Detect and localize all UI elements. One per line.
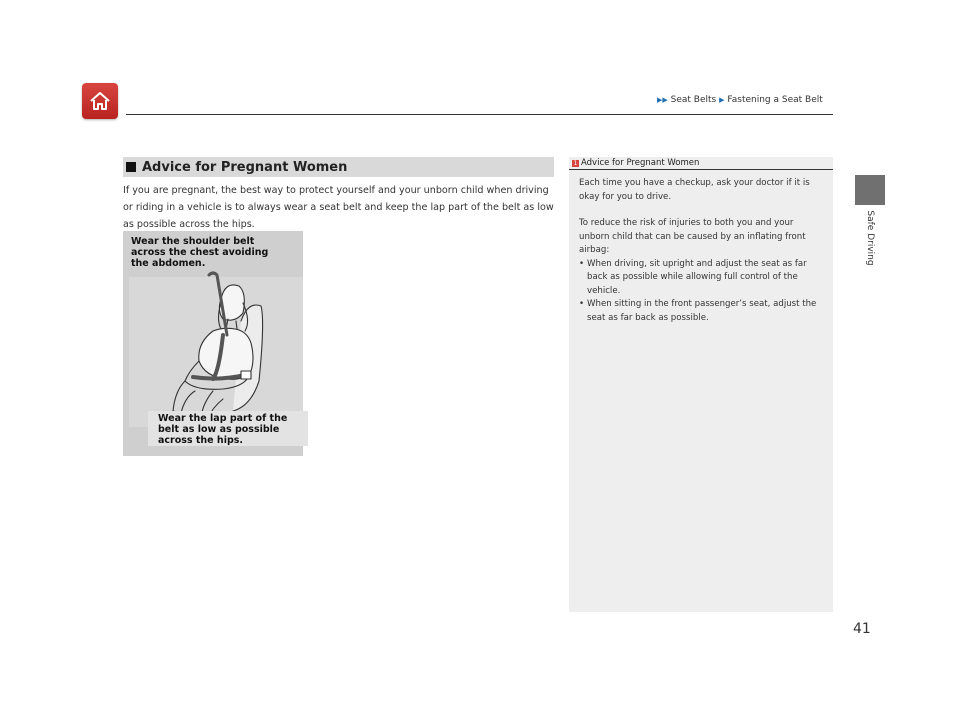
breadcrumb-fastening[interactable]: Fastening a Seat Belt: [727, 95, 823, 105]
sidebar-bullet: [579, 258, 825, 299]
page-number: 41: [853, 621, 871, 637]
caption-shoulder-belt: Wear the shoulder belt across the chest avoiding the abdomen.: [131, 236, 269, 269]
sidebar-marker: 1: [573, 159, 578, 167]
advice-sidebar: [569, 157, 833, 612]
sidebar-paragraph-2: To reduce the risk of injuries to both you and your unborn child that can be caused by an inflating front airbag:: [579, 218, 806, 255]
home-icon: [88, 89, 112, 113]
breadcrumb: [657, 95, 823, 105]
section-square-icon: [126, 162, 136, 172]
sidebar-bullet: [579, 298, 825, 325]
header-rule: [126, 114, 833, 115]
sidebar-content: [579, 177, 825, 325]
section-title: Advice for Pregnant Women: [142, 159, 348, 175]
sidebar-header: [569, 157, 833, 170]
bullet-dot-icon: •: [579, 299, 585, 309]
sidebar-bullet-text: When driving, sit upright and adjust the seat as far back as possible while allowing full control of the vehicle.: [587, 258, 807, 296]
chapter-tab[interactable]: [855, 175, 885, 205]
breadcrumb-arrows: ▶▶: [657, 96, 668, 104]
caption-lap-belt: Wear the lap part of the belt as low as possible across the hips.: [148, 411, 308, 446]
sidebar-header-text: Advice for Pregnant Women: [581, 158, 700, 168]
chapter-label: Safe Driving: [865, 210, 875, 266]
breadcrumb-seat-belts[interactable]: Seat Belts: [670, 95, 717, 105]
sidebar-bullet-text: When sitting in the front passenger’s seat, adjust the seat as far back as possible.: [587, 299, 817, 323]
body-paragraph: If you are pregnant, the best way to protect yourself and your unborn child when driving or riding in a vehicle is to always wear a seat belt and keep the lap part of the belt as low as possible across the hips.: [123, 185, 554, 230]
home-button[interactable]: [82, 83, 118, 119]
sidebar-paragraph-1: Each time you have a checkup, ask your doctor if it is okay for you to drive.: [579, 178, 810, 202]
section-heading: [123, 157, 554, 177]
bullet-dot-icon: •: [579, 258, 585, 269]
breadcrumb-separator: ▶: [719, 96, 725, 104]
